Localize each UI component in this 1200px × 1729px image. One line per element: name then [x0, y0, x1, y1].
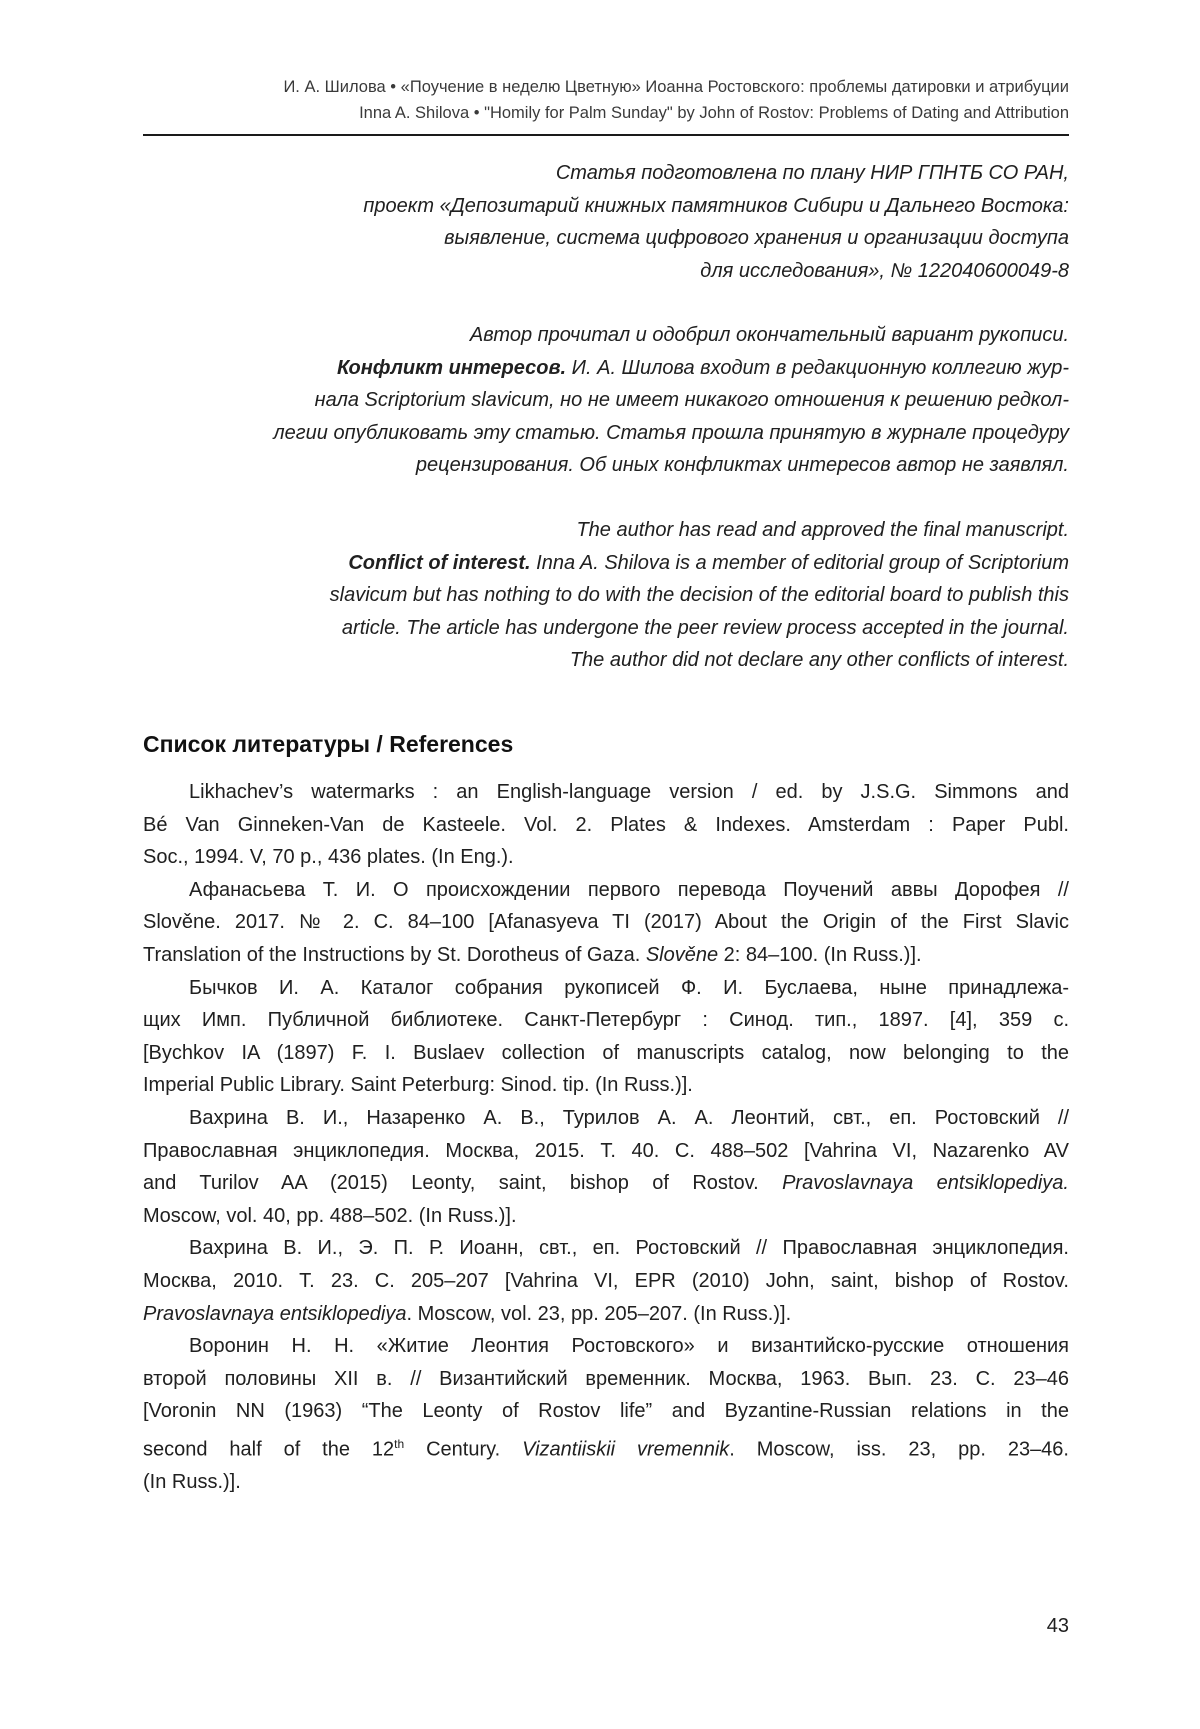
- declaration-en: [330, 514, 1069, 677]
- approval-statement: The author has read and approved the final manuscript.: [576, 519, 1069, 541]
- reference-entry: [143, 1330, 1069, 1499]
- reference-line: Москва, 2010. Т. 23. С. 205–207 [Vahrina VI, EPR (2010) John, saint, bishop of Rostov.: [143, 1269, 1069, 1292]
- running-head: [143, 74, 1069, 126]
- references-list: [143, 776, 1069, 1499]
- references-heading: Список литературы / References: [143, 731, 514, 757]
- reference-line: Likhachev’s watermarks : an English-language version / ed. by J.S.G. Simmons and: [189, 781, 1069, 803]
- reference-line: Воронин Н. Н. «Житие Леонтия Ростовского» и византийско-русские отношения: [189, 1335, 1069, 1358]
- conflict-text: article. The article has undergone the peer review process accepted in the journal.: [341, 616, 1069, 639]
- conflict-text: рецензирования. Об иных конфликтах интересов автор не заявлял.: [415, 454, 1069, 477]
- reference-line: Imperial Public Library. Saint Peterburg: Sinod. tip. (In Russ.)].: [143, 1074, 693, 1097]
- reference-line: Вахрина В. И., Э. П. Р. Иоанн, свт., еп. Ростовский // Православная энциклопедия.: [189, 1237, 1069, 1260]
- conflict-text: легии опубликовать эту статью. Статья прошла принятую в журнале процедуру: [273, 421, 1069, 444]
- reference-entry: [143, 972, 1069, 1102]
- funding-line: Статья подготовлена по плану НИР ГПНТБ СО РАН,: [555, 162, 1069, 184]
- reference-line: (In Russ.)].: [143, 1471, 241, 1494]
- running-head-en: Inna A. Shilova • "Homily for Palm Sunday" by John of Rostov: Problems of Dating and Attribution: [359, 104, 1069, 122]
- conflict-text: slavicum but has nothing to do with the decision of the editorial board to publish this: [329, 584, 1069, 607]
- conflict-text: И. А. Шилова входит в редакционную коллегию жур-: [566, 356, 1069, 379]
- reference-line: second half of the 12th Century. Vizantiiskii vremennik. Moscow, iss. 23, pp. 23–46.: [143, 1436, 1069, 1461]
- funding-note: [363, 157, 1069, 287]
- reference-line: Православная энциклопедия. Москва, 2015. Т. 40. С. 488–502 [Vahrina VI, Nazarenko AV: [143, 1139, 1069, 1162]
- reference-entry: [143, 1102, 1069, 1232]
- header-rule: [143, 134, 1069, 136]
- approval-statement: Автор прочитал и одобрил окончательный вариант рукописи.: [469, 324, 1069, 346]
- journal-title: Pravoslavnaya entsiklopediya: [143, 1302, 407, 1325]
- reference-line: Афанасьева Т. И. О происхождении первого перевода Поучений аввы Дорофея //: [189, 878, 1069, 901]
- running-head-ru: И. А. Шилова • «Поучение в неделю Цветную» Иоанна Ростовского: проблемы датировки и атрибуции: [283, 78, 1069, 96]
- reference-entry: [143, 874, 1069, 972]
- funding-line: для исследования», № 122040600049-8: [700, 259, 1069, 282]
- conflict-label: Конфликт интересов.: [336, 356, 567, 379]
- conflict-text: нала Scriptorium slavicum, но не имеет никакого отношения к решению редкол-: [314, 389, 1069, 412]
- conflict-text: Inna A. Shilova is a member of editorial group of Scriptorium: [530, 551, 1069, 574]
- reference-line: Bé Van Ginneken-Van de Kasteele. Vol. 2. Plates & Indexes. Amsterdam : Paper Publ.: [143, 813, 1069, 836]
- reference-line: [Voronin NN (1963) “The Leonty of Rostov life” and Byzantine-Russian relations in the: [143, 1400, 1069, 1423]
- reference-line: [Bychkov IA (1897) F. I. Buslaev collection of manuscripts catalog, now belonging to the: [143, 1041, 1069, 1064]
- funding-line: выявление, система цифрового хранения и организации доступа: [444, 227, 1069, 250]
- reference-line: Slověne. 2017. № 2. С. 84–100 [Afanasyeva TI (2017) About the Origin of the First Slavic: [143, 911, 1069, 934]
- reference-line: Бычков И. А. Каталог собрания рукописей Ф. И. Буслаева, ныне принадлежа-: [189, 976, 1069, 999]
- reference-line: Soc., 1994. V, 70 p., 436 plates. (In Eng.).: [143, 846, 514, 869]
- page-number: 43: [1046, 1615, 1069, 1637]
- reference-line: щих Имп. Публичной библиотеке. Санкт-Петербург : Синод. тип., 1897. [4], 359 с.: [143, 1009, 1069, 1032]
- reference-line: второй половины XII в. // Византийский временник. Москва, 1963. Вып. 23. С. 23–46: [143, 1367, 1069, 1390]
- funding-line: проект «Депозитарий книжных памятников Сибири и Дальнего Востока:: [363, 194, 1069, 217]
- reference-line: Moscow, vol. 40, pp. 488–502. (In Russ.)].: [143, 1204, 517, 1227]
- reference-line: Pravoslavnaya entsiklopediya. Moscow, vol. 23, pp. 205–207. (In Russ.)].: [143, 1302, 792, 1325]
- reference-line: and Turilov AA (2015) Leonty, saint, bishop of Rostov. Pravoslavnaya entsiklopediya.: [143, 1172, 1069, 1195]
- reference-entry: [143, 776, 1069, 874]
- reference-line: Вахрина В. И., Назаренко А. В., Турилов А. А. Леонтий, свт., еп. Ростовский //: [189, 1106, 1069, 1129]
- journal-title: Slověne: [645, 943, 719, 966]
- reference-line: Translation of the Instructions by St. Dorotheus of Gaza. Slověne 2: 84–100. (In Russ.)].: [143, 943, 922, 966]
- conflict-text: The author did not declare any other conflicts of interest.: [569, 649, 1069, 672]
- conflict-label: Conflict of interest.: [348, 551, 531, 574]
- journal-title: Pravoslavnaya entsiklopediya.: [782, 1172, 1069, 1195]
- declaration-ru: [273, 319, 1069, 482]
- journal-title: Vizantiiskii vremennik: [522, 1438, 730, 1461]
- reference-entry: [143, 1232, 1069, 1330]
